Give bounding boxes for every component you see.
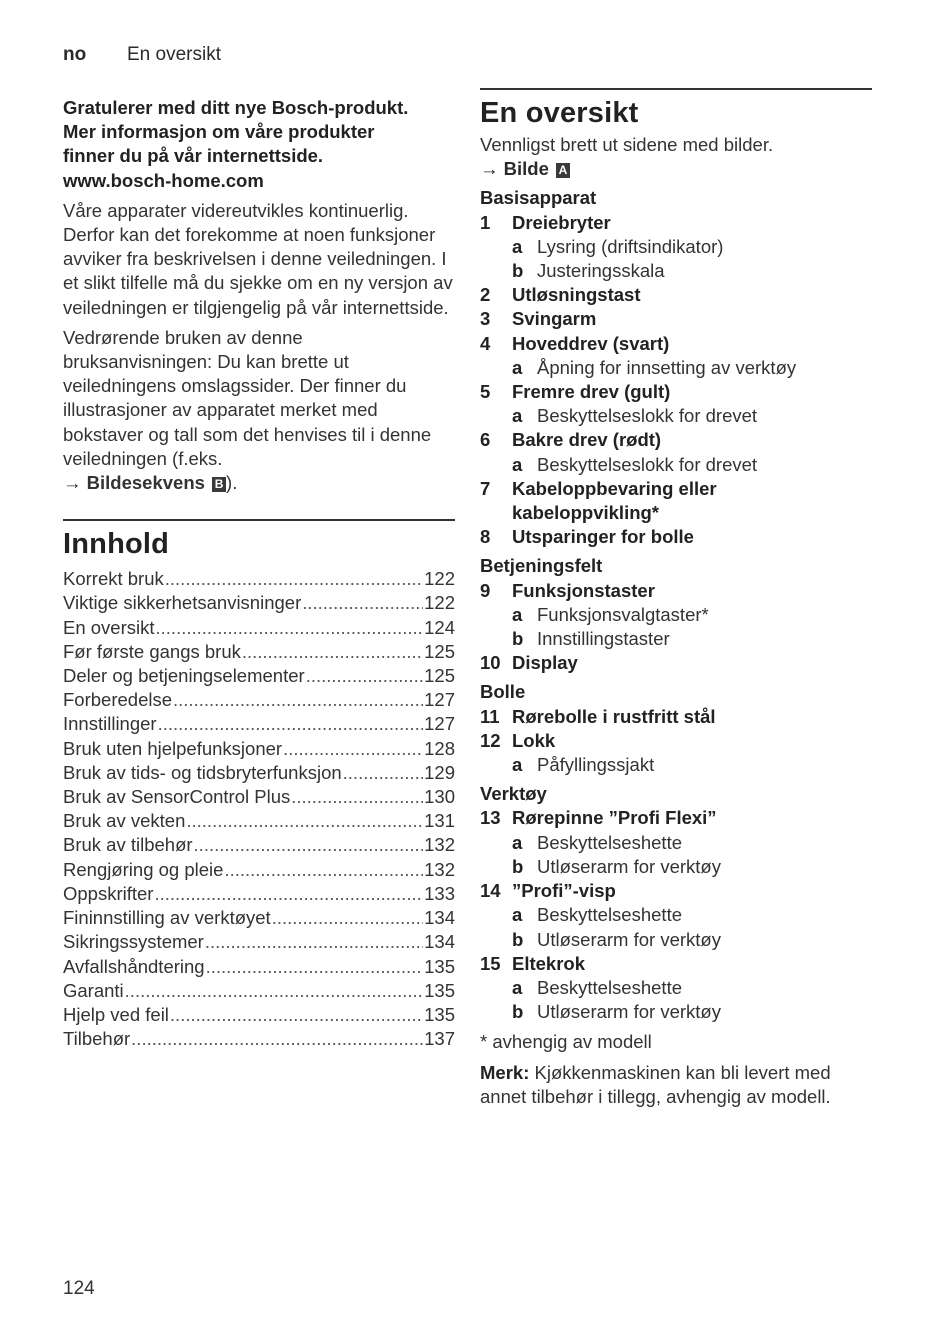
intro-line: Gratulerer med ditt nye Bosch-produkt. <box>63 97 409 118</box>
figure-label: Bilde <box>503 158 549 180</box>
toc-entry-page: 135 <box>424 955 455 977</box>
toc-entry-title: Før første gangs bruk <box>63 640 241 662</box>
sub-part-letter: a <box>512 405 523 427</box>
part-item <box>480 525 872 549</box>
sub-part-item <box>480 1000 872 1024</box>
toc-entry-title: Avfallshåndtering <box>63 955 205 977</box>
toc-entry-title: Tilbehør <box>63 1028 131 1050</box>
toc-entry[interactable] <box>63 906 455 930</box>
toc-list <box>63 567 455 1051</box>
sub-part-label: Beskyttelseslokk for drevet <box>537 405 758 427</box>
sub-part-label: Funksjonsvalgtaster* <box>537 603 709 625</box>
toc-entry-page: 134 <box>424 907 455 929</box>
part-item <box>480 211 872 235</box>
toc-entry-page: 135 <box>424 1003 455 1025</box>
sub-part-label: Utløserarm for verktøy <box>537 1001 721 1023</box>
sub-part-item <box>480 976 872 1000</box>
part-number: 5 <box>480 381 491 403</box>
toc-dot-leader <box>291 785 423 809</box>
part-label: Utsparinger for bolle <box>512 526 694 548</box>
arrow-icon: → <box>480 158 499 180</box>
toc-title: Innhold <box>63 528 170 561</box>
page-header <box>63 44 221 66</box>
toc-dot-leader <box>242 640 423 664</box>
part-label: Dreiebryter <box>512 211 611 233</box>
sub-part-letter: a <box>512 904 523 926</box>
toc-entry-title: Rengjøring og pleie <box>63 858 224 880</box>
intro-line: Mer informasjon om våre produkter <box>63 121 375 143</box>
sub-part-letter: a <box>512 235 523 257</box>
toc-dot-leader <box>158 712 424 736</box>
sub-part-label: Beskyttelseshette <box>537 904 682 926</box>
toc-entry-page: 134 <box>424 931 455 953</box>
toc-entry-page: 129 <box>424 761 455 783</box>
toc-dot-leader <box>170 1003 423 1027</box>
part-number: 10 <box>480 652 501 674</box>
figure-letter-badge: A <box>556 163 570 178</box>
part-number: 4 <box>480 332 491 354</box>
right-column <box>480 88 872 1109</box>
toc-dot-leader <box>165 567 423 591</box>
toc-dot-leader <box>173 688 423 712</box>
sub-part-letter: a <box>512 356 523 378</box>
part-number: 6 <box>480 429 491 451</box>
toc-entry[interactable] <box>63 785 455 809</box>
part-number: 12 <box>480 729 501 751</box>
part-label: Bakre drev (rødt) <box>512 429 662 451</box>
toc-entry-title: Korrekt bruk <box>63 568 164 590</box>
part-number: 8 <box>480 526 491 548</box>
toc-entry[interactable] <box>63 688 455 712</box>
part-label: Lokk <box>512 729 556 751</box>
part-label: Funksjonstaster <box>512 579 655 601</box>
sub-part-item <box>480 453 872 477</box>
part-label: Svingarm <box>512 308 597 330</box>
toc-entry-page: 132 <box>424 834 455 856</box>
toc-dot-leader <box>156 616 424 640</box>
toc-entry-title: Bruk av vekten <box>63 810 186 832</box>
toc-dot-leader <box>343 761 423 785</box>
language-code: no <box>63 44 87 65</box>
part-item <box>480 879 872 903</box>
sub-part-letter: a <box>512 754 523 776</box>
part-label: Kabeloppbevaring eller kabeloppvikling* <box>512 477 717 524</box>
toc-dot-leader <box>206 955 424 979</box>
sub-part-item <box>480 928 872 952</box>
sub-part-label: Innstillingstaster <box>537 628 670 650</box>
sub-part-item <box>480 753 872 777</box>
intro-paragraph-1: Våre apparater videreutvikles kontinuerlig. Derfor kan det forekomme at noen funksjoner avviker fra beskrivelsen i denne veiledningen. I et slikt tilfelle må du sjekke om en ny versjon av veiledningen er tilgjengelig på vår internettside. <box>63 199 453 318</box>
part-number: 13 <box>480 807 501 829</box>
ref-tail: ). <box>226 472 238 494</box>
toc-dot-leader <box>306 664 423 688</box>
header-title: En oversikt <box>127 44 221 65</box>
part-item <box>480 332 872 356</box>
toc-entry-title: Hjelp ved feil <box>63 1003 169 1025</box>
footnote: * avhengig av modell <box>480 1031 652 1053</box>
part-item <box>480 952 872 976</box>
sub-part-item <box>480 356 872 380</box>
sub-part-item <box>480 627 872 651</box>
toc-entry-page: 124 <box>424 616 455 638</box>
sub-part-letter: a <box>512 976 523 998</box>
toc-entry[interactable] <box>63 858 455 882</box>
part-number: 15 <box>480 952 501 974</box>
toc-entry[interactable] <box>63 1003 455 1027</box>
section-rule <box>63 519 455 521</box>
part-label: Eltekrok <box>512 952 586 974</box>
sub-part-item <box>480 903 872 927</box>
sub-part-letter: b <box>512 628 524 650</box>
toc-entry-page: 133 <box>424 882 455 904</box>
website-link[interactable]: www.bosch-home.com <box>63 169 264 191</box>
overview-title: En oversikt <box>480 97 639 129</box>
left-column <box>63 96 455 1051</box>
note <box>480 1061 872 1109</box>
toc-entry[interactable] <box>63 833 455 857</box>
sub-part-label: Beskyttelseslokk for drevet <box>537 453 758 475</box>
toc-dot-leader <box>283 737 423 761</box>
toc-dot-leader <box>125 979 423 1003</box>
overview-subtitle: Vennligst brett ut sidene med bilder. <box>480 134 774 155</box>
sub-part-item <box>480 235 872 259</box>
sub-part-item <box>480 603 872 627</box>
figure-letter-badge: B <box>212 477 226 492</box>
intro-paragraph-2 <box>63 326 455 495</box>
sub-part-letter: a <box>512 603 523 625</box>
toc-entry[interactable] <box>63 979 455 1003</box>
sub-part-letter: a <box>512 453 523 475</box>
part-item <box>480 806 872 830</box>
toc-entry[interactable] <box>63 1027 455 1051</box>
sub-part-letter: b <box>512 260 524 282</box>
toc-entry[interactable] <box>63 591 455 615</box>
toc-entry[interactable] <box>63 930 455 954</box>
toc-entry-title: En oversikt <box>63 616 155 638</box>
part-label: Fremre drev (gult) <box>512 381 671 403</box>
toc-entry-page: 125 <box>424 665 455 687</box>
sub-part-label: Åpning for innsetting av verktøy <box>537 356 797 378</box>
toc-entry-page: 130 <box>424 786 455 808</box>
part-label: Utløsningstast <box>512 284 641 306</box>
ref-label: Bildesekvens <box>86 472 205 494</box>
toc-entry[interactable] <box>63 712 455 736</box>
toc-entry[interactable] <box>63 761 455 785</box>
toc-dot-leader <box>205 930 423 954</box>
toc-entry[interactable] <box>63 567 455 591</box>
arrow-icon: → <box>63 472 82 494</box>
section-heading-betjeningsfelt: Betjeningsfelt <box>480 555 603 577</box>
toc-dot-leader <box>186 809 423 833</box>
sub-part-letter: b <box>512 928 524 950</box>
toc-entry-page: 122 <box>424 592 455 614</box>
toc-entry-title: Sikringssystemer <box>63 931 204 953</box>
toc-entry-title: Garanti <box>63 979 124 1001</box>
sub-part-item <box>480 831 872 855</box>
note-label: Merk: <box>480 1061 530 1083</box>
part-number: 14 <box>480 880 501 902</box>
toc-entry-page: 132 <box>424 858 455 880</box>
sub-part-letter: a <box>512 831 523 853</box>
toc-entry-page: 135 <box>424 979 455 1001</box>
toc-entry-page: 125 <box>424 640 455 662</box>
sub-part-item <box>480 404 872 428</box>
section-heading-bolle: Bolle <box>480 681 526 703</box>
intro-bold-text <box>63 96 455 193</box>
toc-dot-leader <box>272 906 423 930</box>
part-label: Display <box>512 652 578 674</box>
sub-part-label: Beskyttelseshette <box>537 831 682 853</box>
toc-entry[interactable] <box>63 664 455 688</box>
toc-entry-page: 127 <box>424 713 455 735</box>
toc-dot-leader <box>224 858 423 882</box>
toc-entry-page: 137 <box>424 1028 455 1050</box>
part-item <box>480 283 872 307</box>
part-label: Rørebolle i rustfritt stål <box>512 705 716 727</box>
toc-dot-leader <box>302 591 423 615</box>
toc-entry[interactable] <box>63 809 455 833</box>
section-rule <box>480 88 872 90</box>
toc-entry-title: Viktige sikkerhetsanvisninger <box>63 592 302 614</box>
toc-dot-leader <box>131 1027 423 1051</box>
sub-part-letter: b <box>512 855 524 877</box>
toc-entry-title: Bruk av tilbehør <box>63 834 193 856</box>
part-number: 7 <box>480 477 491 499</box>
toc-dot-leader <box>154 882 423 906</box>
toc-entry[interactable] <box>63 640 455 664</box>
toc-entry-title: Deler og betjeningselementer <box>63 665 305 687</box>
toc-entry-page: 131 <box>424 810 455 832</box>
part-label: Hoveddrev (svart) <box>512 332 670 354</box>
part-item <box>480 579 872 603</box>
toc-entry-title: Fininnstilling av verktøyet <box>63 907 271 929</box>
toc-entry-title: Oppskrifter <box>63 882 154 904</box>
toc-entry-title: Forberedelse <box>63 689 173 711</box>
page-number: 124 <box>63 1278 95 1299</box>
toc-entry-title: Bruk av tids- og tidsbryterfunksjon <box>63 761 342 783</box>
intro-line: finner du på vår internettside. <box>63 145 324 167</box>
sub-part-letter: b <box>512 1001 524 1023</box>
toc-entry[interactable] <box>63 955 455 979</box>
figure-reference <box>480 157 872 181</box>
section-heading-basisapparat: Basisapparat <box>480 187 597 209</box>
toc-dot-leader <box>194 833 424 857</box>
intro-paragraph-2-text: Vedrørende bruken av denne bruksanvisningen: Du kan brette ut veiledningens omslagssider. Der finner du illustrasjoner av apparatet merket med bokstaver og tall som det henvises til i denne veiledningen (f.eks. <box>63 326 432 469</box>
sub-part-label: Justeringsskala <box>537 260 665 282</box>
part-number: 9 <box>480 579 491 601</box>
part-item <box>480 477 872 525</box>
toc-entry[interactable] <box>63 882 455 906</box>
section-heading-verktoy: Verktøy <box>480 783 547 805</box>
part-number: 2 <box>480 284 491 306</box>
toc-entry-page: 128 <box>424 737 455 759</box>
part-label: Rørepinne ”Profi Flexi” <box>512 807 717 829</box>
part-number: 3 <box>480 308 491 330</box>
note-text: Kjøkkenmaskinen kan bli levert med annet tilbehør i tillegg, avhengig av modell. <box>480 1061 831 1107</box>
part-item <box>480 428 872 452</box>
part-item <box>480 380 872 404</box>
toc-entry-page: 127 <box>424 689 455 711</box>
part-item <box>480 651 872 675</box>
toc-entry[interactable] <box>63 737 455 761</box>
part-item <box>480 705 872 729</box>
toc-entry[interactable] <box>63 616 455 640</box>
part-label: ”Profi”-visp <box>512 880 616 902</box>
sub-part-item <box>480 259 872 283</box>
sub-part-item <box>480 855 872 879</box>
part-number: 1 <box>480 211 491 233</box>
sub-part-label: Beskyttelseshette <box>537 976 682 998</box>
toc-entry-title: Innstillinger <box>63 713 157 735</box>
toc-entry-page: 122 <box>424 568 455 590</box>
part-item <box>480 307 872 331</box>
sub-part-label: Lysring (driftsindikator) <box>537 235 724 257</box>
sub-part-label: Utløserarm for verktøy <box>537 855 721 877</box>
sub-part-label: Utløserarm for verktøy <box>537 928 721 950</box>
part-item <box>480 729 872 753</box>
sub-part-label: Påfyllingssjakt <box>537 754 655 776</box>
toc-entry-title: Bruk uten hjelpefunksjoner <box>63 737 283 759</box>
part-number: 11 <box>480 705 500 727</box>
toc-entry-title: Bruk av SensorControl Plus <box>63 786 291 808</box>
